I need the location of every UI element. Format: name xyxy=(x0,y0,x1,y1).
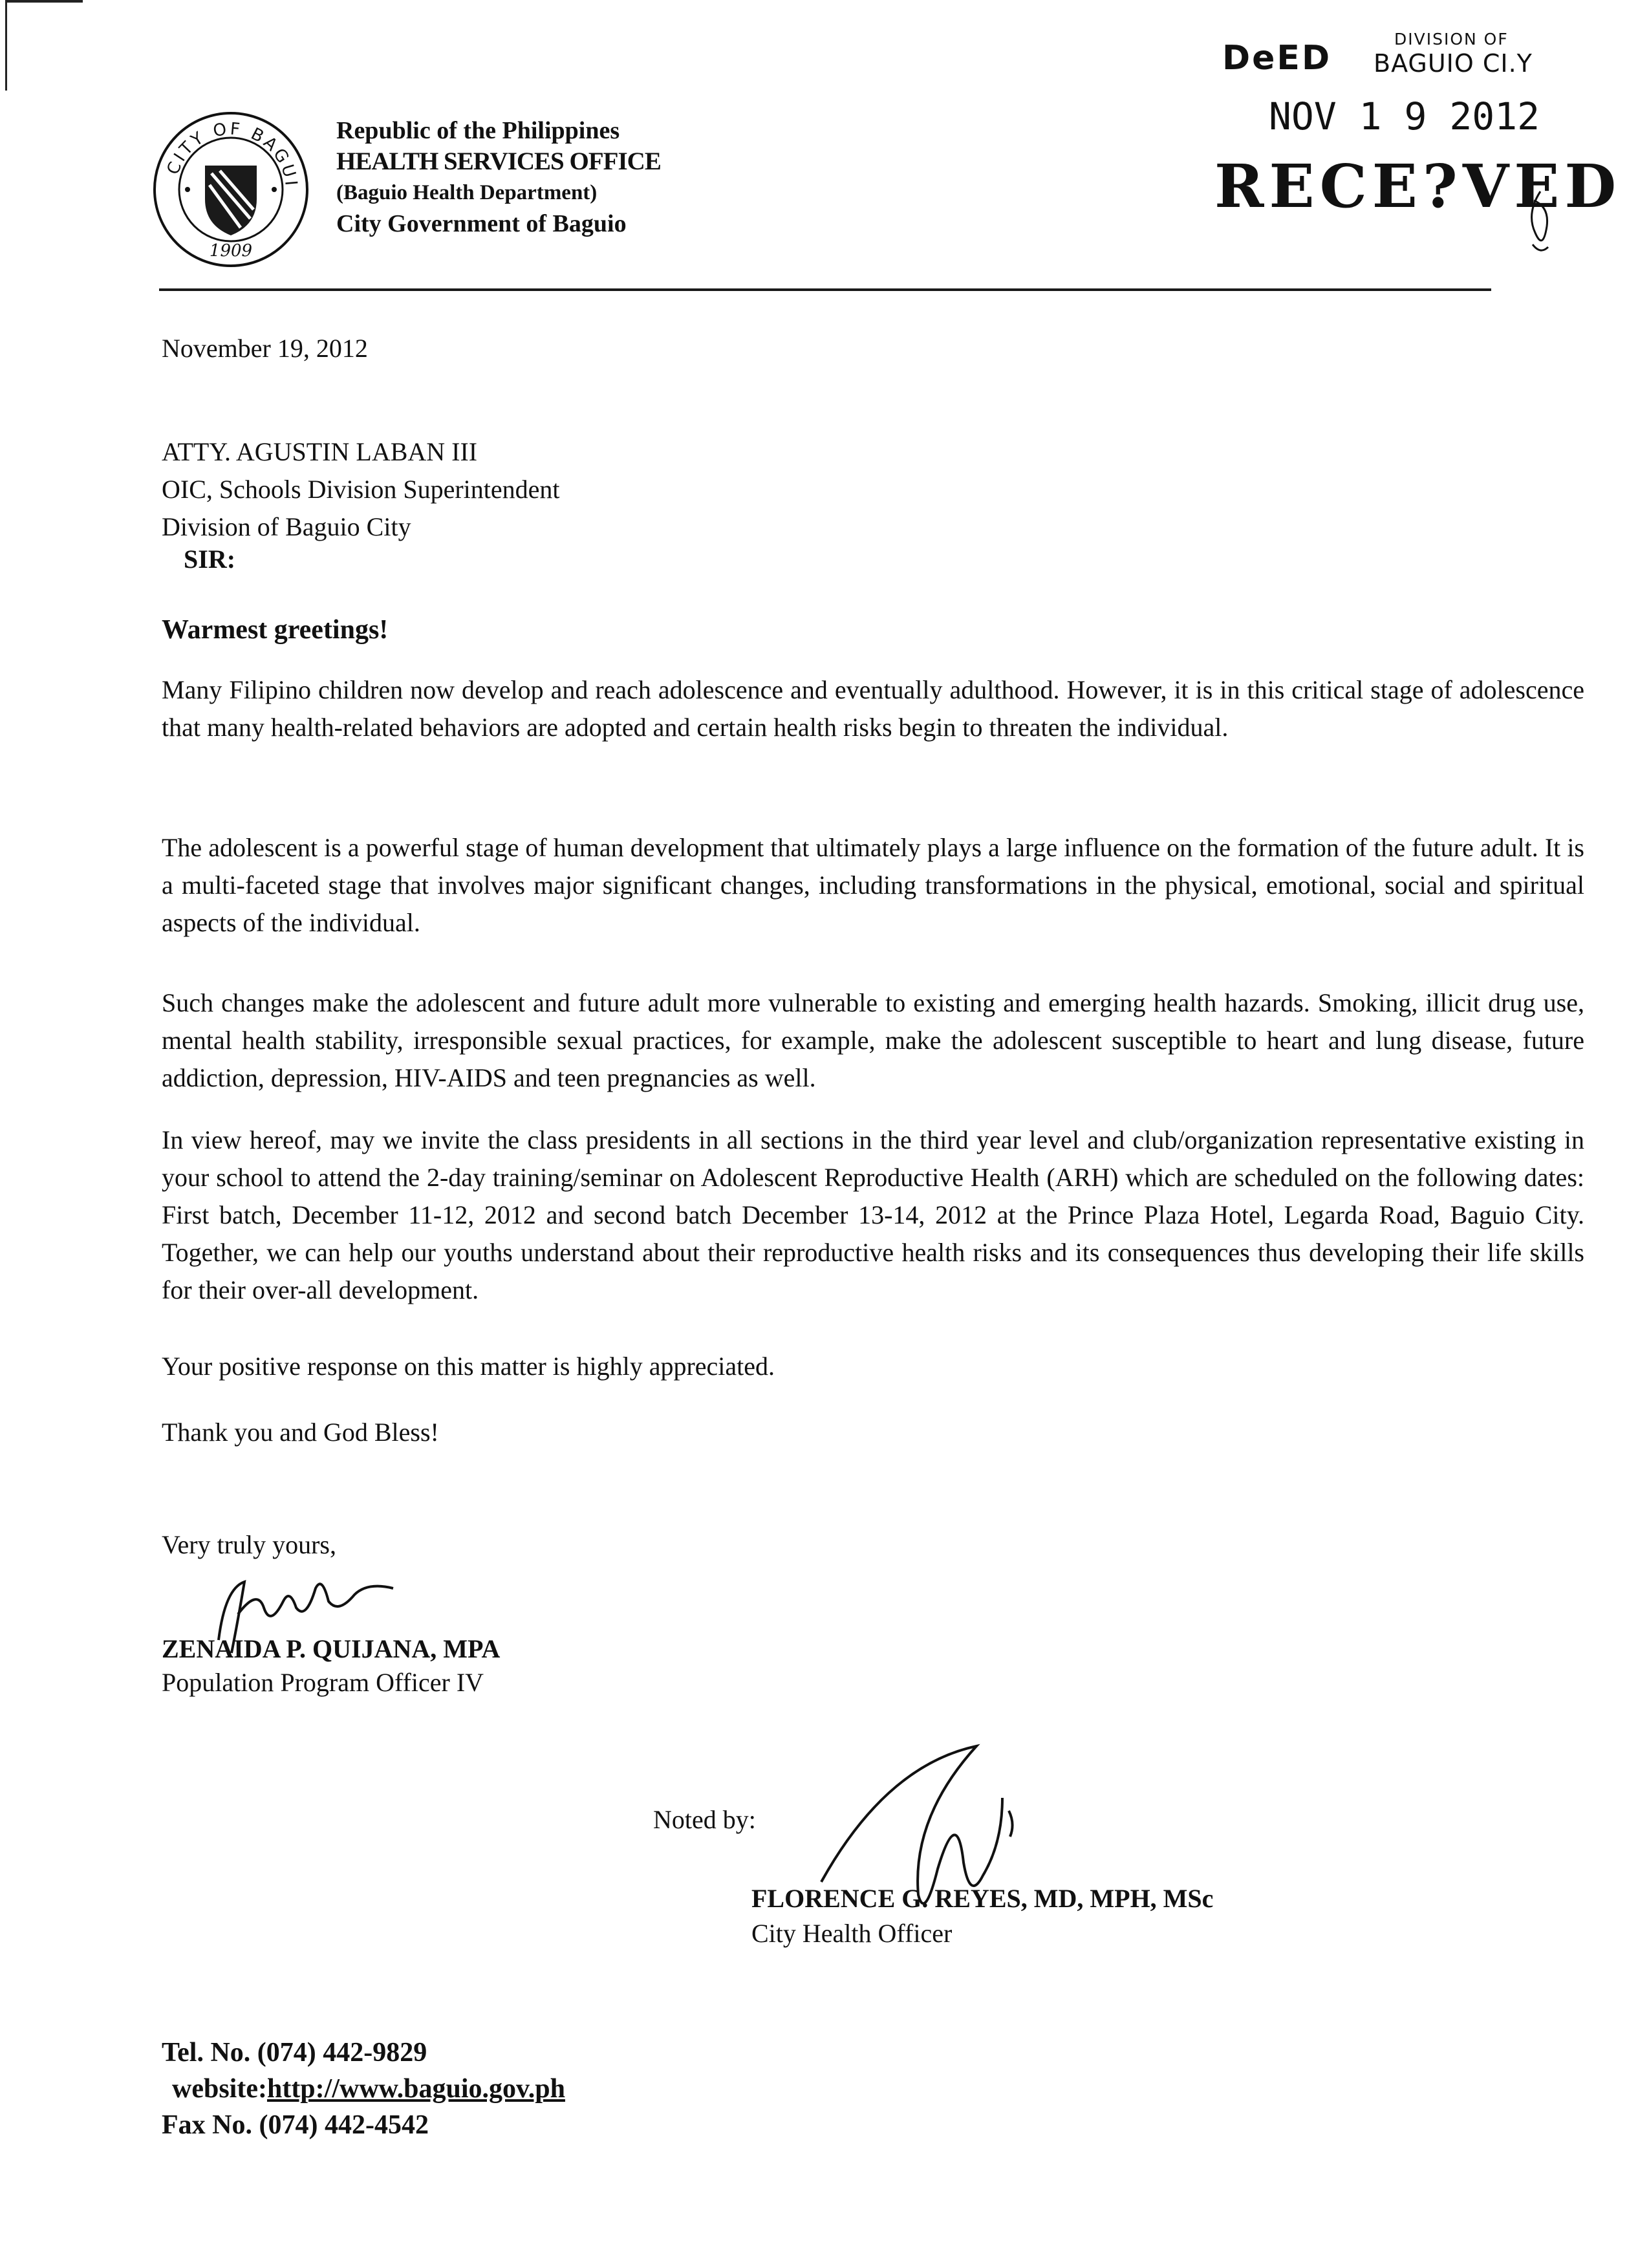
footer-tel: Tel. No. (074) 442-9829 xyxy=(162,2038,427,2068)
signatory-name: ZENAIDA P. QUIJANA, MPA xyxy=(162,1634,501,1663)
paragraph: Thank you and God Bless! xyxy=(162,1418,439,1447)
noted-label: Noted by: xyxy=(653,1805,756,1834)
paragraph: Many Filipino children now develop and reach adolescence and eventually adulthood. However, it is in this critical stage of adolescence that many health-related behaviors are adopted and certain health risks begin to threaten the individual. xyxy=(162,675,1584,742)
stamp-received: RECE?VED xyxy=(1214,151,1622,221)
scan-edge-top xyxy=(5,0,83,3)
recipient-office: Division of Baguio City xyxy=(162,512,411,541)
paragraph: Your positive response on this matter is highly appreciated. xyxy=(162,1352,775,1381)
stamp-initial-mark xyxy=(1521,188,1560,259)
noted-title: City Health Officer xyxy=(751,1919,953,1948)
letterhead-government: City Government of Baguio xyxy=(336,210,627,237)
stamp-city: BAGUIO CI.Y xyxy=(1374,49,1533,78)
paragraph: In view hereof, may we invite the class presidents in all sections in the third year level and club/organization representative existing in your school to attend the 2-day training/seminar on Adolescent Reproductive Health (ARH) which are scheduled on the following dates: First batch, December 11-12, 2012 and second batch December 13-14, 2012 at the Prince Plaza Hotel, Legarda Road, Baguio City. Together, we can help our youths understand about their reproductive health risks and its consequences thus developing their life skills for their over-all development. xyxy=(162,1125,1584,1304)
footer-website xyxy=(172,2073,565,2104)
stamp-agency: DeED xyxy=(1222,39,1332,78)
stamp-division: DIVISION OF xyxy=(1394,30,1509,49)
salutation: SIR: xyxy=(184,545,236,574)
letterhead-office: HEALTH SERVICES OFFICE xyxy=(336,147,661,175)
letterhead-divider xyxy=(159,288,1491,291)
letterhead-republic: Republic of the Philippines xyxy=(336,117,620,144)
greeting: Warmest greetings! xyxy=(162,615,389,645)
paragraph: Such changes make the adolescent and future adult more vulnerable to existing and emerging health hazards. Smoking, illicit drug use, mental health stability, irresponsible sexual practices, for example, make the adolescent susceptible to heart and lung disease, future addiction, depression, HIV-AIDS and teen pregnancies as well. xyxy=(162,988,1584,1092)
signatory-title: Population Program Officer IV xyxy=(162,1668,484,1697)
letter-date: November 19, 2012 xyxy=(162,334,368,363)
scan-edge xyxy=(5,0,7,91)
svg-text:CITY OF BAGUIO: CITY OF BAGUI xyxy=(163,119,301,189)
paragraph: The adolescent is a powerful stage of human development that ultimately plays a large influence on the formation of the future adult. It is a multi-faceted stage that involves major significant changes, including transformations in the physical, emotional, social and spiritual aspects of the individual. xyxy=(162,833,1584,937)
recipient-title: OIC, Schools Division Superintendent xyxy=(162,475,560,504)
noted-name: FLORENCE G. REYES, MD, MPH, MSc xyxy=(751,1884,1214,1913)
footer-fax: Fax No. (074) 442-4542 xyxy=(162,2110,429,2140)
website-link[interactable]: http://www.baguio.gov.ph xyxy=(266,2074,565,2104)
closing: Very truly yours, xyxy=(162,1530,336,1559)
letterhead xyxy=(336,115,661,239)
website-label: website: xyxy=(172,2074,267,2104)
stamp-date: NOV 1 9 2012 xyxy=(1269,94,1540,138)
recipient-name: ATTY. AGUSTIN LABAN III xyxy=(162,437,478,466)
recipient-block xyxy=(162,433,560,546)
city-seal-logo xyxy=(150,109,312,270)
letterhead-department: (Baguio Health Department) xyxy=(336,181,598,204)
svg-text:1909: 1909 xyxy=(209,241,253,261)
